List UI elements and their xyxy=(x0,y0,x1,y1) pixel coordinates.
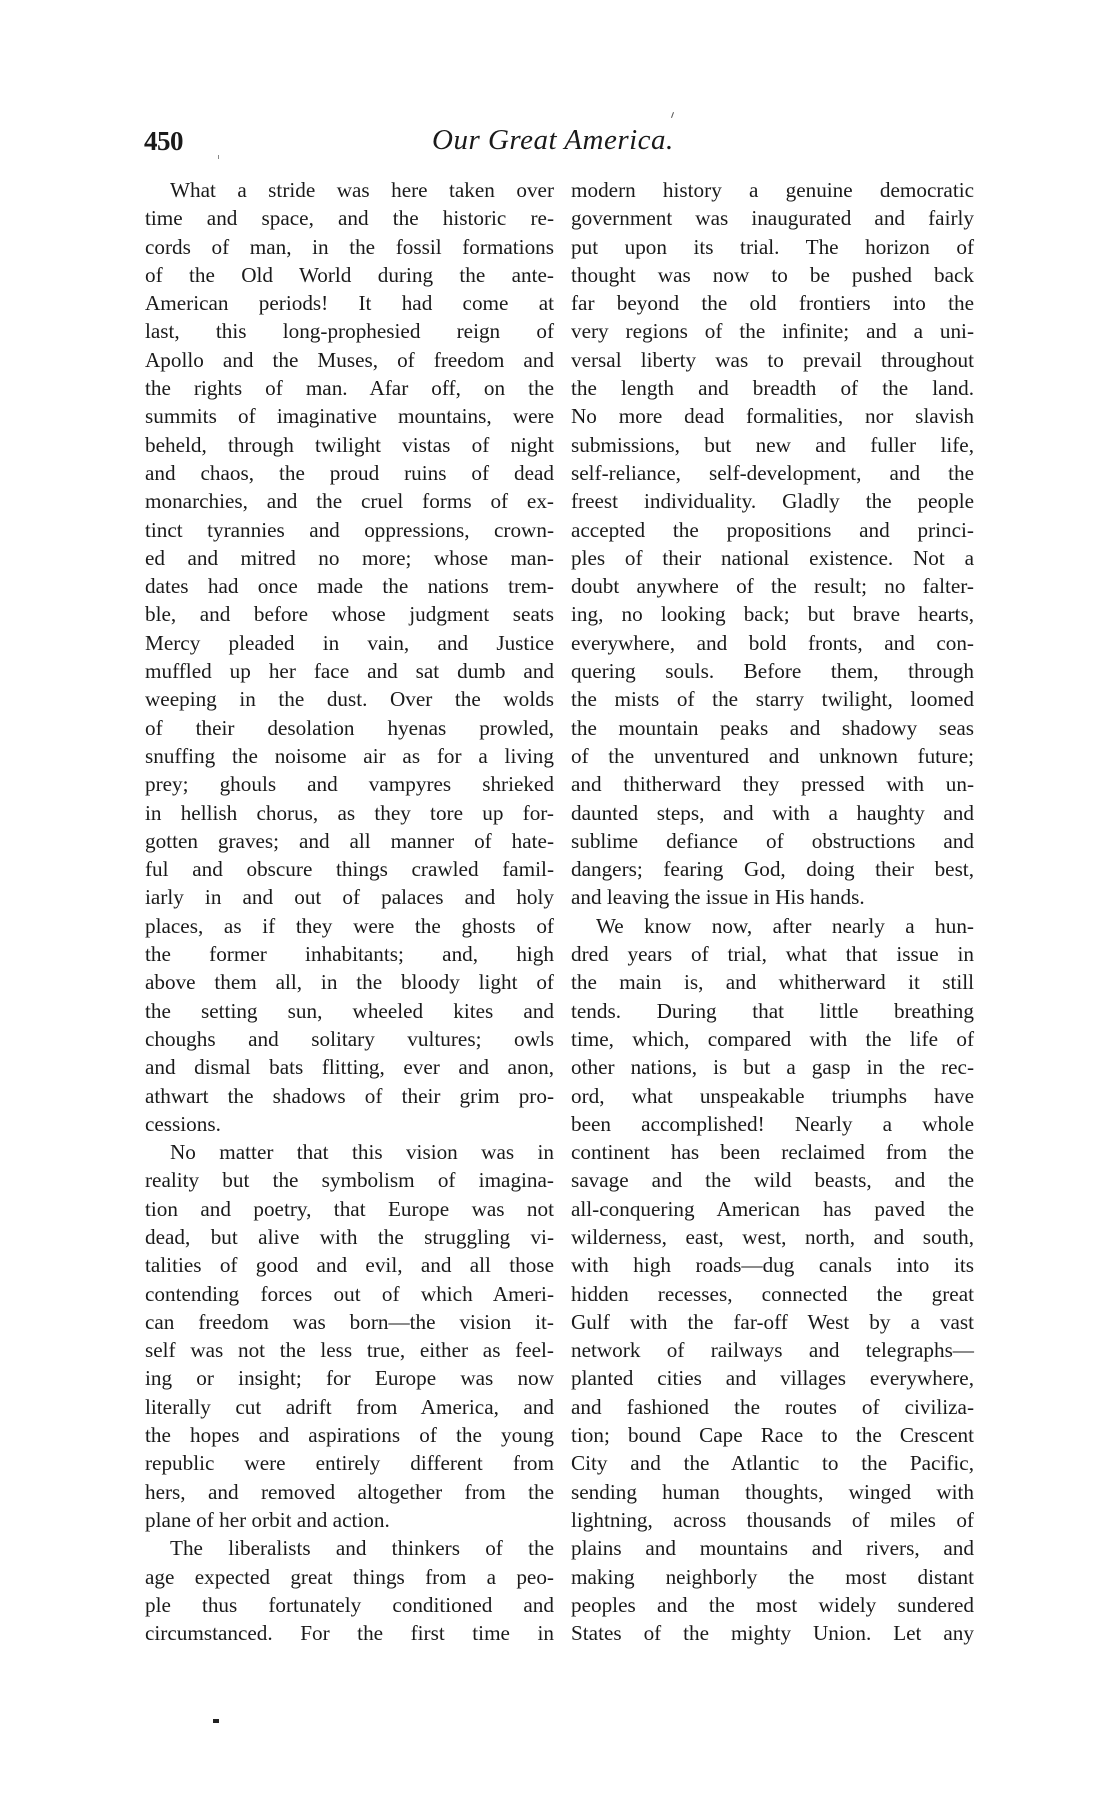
text-line: with high roads—dug canals into its xyxy=(571,1253,974,1278)
text-line: time and space, and the historic re- xyxy=(145,206,554,231)
text-line: athwart the shadows of their grim pro- xyxy=(145,1083,554,1108)
text-line: doubt anywhere of the result; no falter- xyxy=(571,574,974,599)
text-line: circumstanced. For the first time in xyxy=(145,1621,554,1646)
text-line: hidden recesses, connected the great xyxy=(571,1281,974,1306)
text-line: the setting sun, wheeled kites and xyxy=(145,998,554,1023)
text-line: monarchies, and the cruel forms of ex- xyxy=(145,489,554,514)
text-line: prey; ghouls and vampyres shrieked xyxy=(145,772,554,797)
text-line: dred years of trial, what that issue in xyxy=(571,942,974,967)
text-line: muffled up her face and sat dumb and xyxy=(145,659,554,684)
text-line: lightning, across thousands of miles of xyxy=(571,1507,974,1532)
text-line: No more dead formalities, nor slavish xyxy=(571,404,974,429)
text-line: freest individuality. Gladly the people xyxy=(571,489,974,514)
text-line: ples of their national existence. Not a xyxy=(571,545,974,570)
text-line: sublime defiance of obstructions and xyxy=(571,828,974,853)
text-line: dangers; fearing God, doing their best, xyxy=(571,857,974,882)
text-line: republic were entirely different from xyxy=(145,1451,554,1476)
text-line: beheld, through twilight vistas of night xyxy=(145,432,554,457)
text-line: snuffing the noisome air as for a living xyxy=(145,743,554,768)
text-line: government was inaugurated and fairly xyxy=(571,206,974,231)
print-speck xyxy=(213,1719,219,1723)
text-line: self-reliance, self-development, and the xyxy=(571,460,974,485)
text-line: self was not the less true, either as feel- xyxy=(145,1338,554,1363)
text-line: City and the Atlantic to the Pacific, xyxy=(571,1451,974,1476)
text-line: choughs and solitary vultures; owls xyxy=(145,1026,554,1051)
text-line: last, this long-prophesied reign of xyxy=(145,319,554,344)
text-line: and dismal bats flitting, ever and anon, xyxy=(145,1055,554,1080)
text-line: accepted the propositions and princi- xyxy=(571,517,974,542)
text-line: What a stride was here taken over xyxy=(170,178,554,202)
text-line: very regions of the infinite; and a uni- xyxy=(571,319,974,344)
text-line: American periods! It had come at xyxy=(145,291,554,316)
text-line: cords of man, in the fossil formations xyxy=(145,234,554,259)
text-line: the main is, and whitherward it still xyxy=(571,970,974,995)
text-line: dates had once made the nations trem- xyxy=(145,574,554,599)
text-line: wilderness, east, west, north, and south, xyxy=(571,1224,974,1249)
right-column xyxy=(571,176,974,1647)
text-line: the length and breadth of the land. xyxy=(571,376,974,401)
text-line: everywhere, and bold fronts, and con- xyxy=(571,630,974,655)
print-speck xyxy=(218,155,219,159)
text-line: continent has been reclaimed from the xyxy=(571,1140,974,1165)
text-line: daunted steps, and with a haughty and xyxy=(571,800,974,825)
text-line: cessions. xyxy=(145,1111,221,1136)
text-line: of the Old World during the ante- xyxy=(145,262,554,287)
text-line: can freedom was born—the vision it- xyxy=(145,1309,554,1334)
text-line: put upon its trial. The horizon of xyxy=(571,234,974,259)
text-line: network of railways and telegraphs— xyxy=(571,1338,974,1363)
text-line: the hopes and aspirations of the young xyxy=(145,1423,554,1448)
text-line: States of the mighty Union. Let any xyxy=(571,1621,974,1646)
text-line: contending forces out of which Ameri- xyxy=(145,1281,554,1306)
text-line: Gulf with the far-off West by a vast xyxy=(571,1309,974,1334)
text-line: quering souls. Before them, through xyxy=(571,659,974,684)
text-line: iarly in and out of palaces and holy xyxy=(145,885,554,910)
page-number: 450 xyxy=(144,126,183,156)
text-line: versal liberty was to prevail throughout xyxy=(571,347,974,372)
text-line: ord, what unspeakable triumphs have xyxy=(571,1083,974,1108)
text-line: tion; bound Cape Race to the Crescent xyxy=(571,1423,974,1448)
text-line: sending human thoughts, winged with xyxy=(571,1479,974,1504)
text-line: modern history a genuine democratic xyxy=(571,178,974,202)
text-line: of the unventured and unknown future; xyxy=(571,743,974,768)
text-line: gotten graves; and all manner of hate- xyxy=(145,828,554,853)
text-line: the mountain peaks and shadowy seas xyxy=(571,715,974,740)
text-line: and leaving the issue in His hands. xyxy=(571,885,865,910)
text-line: ble, and before whose judgment seats xyxy=(145,602,554,627)
text-line: age expected great things from a peo- xyxy=(145,1564,554,1589)
text-line: plains and mountains and rivers, and xyxy=(571,1536,974,1561)
text-line: tion and poetry, that Europe was not xyxy=(145,1196,554,1221)
text-line: submissions, but new and fuller life, xyxy=(571,432,974,457)
text-line: Mercy pleaded in vain, and Justice xyxy=(145,630,554,655)
text-line: savage and the wild beasts, and the xyxy=(571,1168,974,1193)
text-line: reality but the symbolism of imagina- xyxy=(145,1168,554,1193)
text-line: literally cut adrift from America, and xyxy=(145,1394,554,1419)
print-speck xyxy=(671,112,674,118)
text-line: planted cities and villages everywhere, xyxy=(571,1366,974,1391)
text-line: peoples and the most widely sundered xyxy=(571,1592,974,1617)
text-line: The liberalists and thinkers of the xyxy=(170,1536,554,1561)
text-line: far beyond the old frontiers into the xyxy=(571,291,974,316)
text-line: the former inhabitants; and, high xyxy=(145,942,554,967)
text-line: and chaos, the proud ruins of dead xyxy=(145,460,554,485)
text-line: No matter that this vision was in xyxy=(170,1140,554,1165)
text-line: We know now, after nearly a hun- xyxy=(596,913,974,938)
text-line: weeping in the dust. Over the wolds xyxy=(145,687,554,712)
text-line: Apollo and the Muses, of freedom and xyxy=(145,347,554,372)
text-line: and fashioned the routes of civiliza- xyxy=(571,1394,974,1419)
text-line: the mists of the starry twilight, loomed xyxy=(571,687,974,712)
text-line: tends. During that little breathing xyxy=(571,998,974,1023)
text-line: plane of her orbit and action. xyxy=(145,1507,390,1532)
text-line: and thitherward they pressed with un- xyxy=(571,772,974,797)
text-line: ing, no looking back; but brave hearts, xyxy=(571,602,974,627)
text-line: time, which, compared with the life of xyxy=(571,1026,974,1051)
text-line: ple thus fortunately conditioned and xyxy=(145,1592,554,1617)
running-title: Our Great America. xyxy=(432,124,674,156)
text-line: summits of imaginative mountains, were xyxy=(145,404,554,429)
text-line: in hellish chorus, as they tore up for- xyxy=(145,800,554,825)
text-line: making neighborly the most distant xyxy=(571,1564,974,1589)
text-line: other nations, is but a gasp in the rec- xyxy=(571,1055,974,1080)
text-line: of their desolation hyenas prowled, xyxy=(145,715,554,740)
text-line: tinct tyrannies and oppressions, crown- xyxy=(145,517,554,542)
text-line: places, as if they were the ghosts of xyxy=(145,913,554,938)
text-line: hers, and removed altogether from the xyxy=(145,1479,554,1504)
text-line: talities of good and evil, and all those xyxy=(145,1253,554,1278)
text-line: ed and mitred no more; whose man- xyxy=(145,545,554,570)
text-line: thought was now to be pushed back xyxy=(571,262,974,287)
text-line: ing or insight; for Europe was now xyxy=(145,1366,554,1391)
text-line: above them all, in the bloody light of xyxy=(145,970,554,995)
text-line: been accomplished! Nearly a whole xyxy=(571,1111,974,1136)
text-line: the rights of man. Afar off, on the xyxy=(145,376,554,401)
left-column xyxy=(145,176,554,1647)
text-line: all-conquering American has paved the xyxy=(571,1196,974,1221)
text-line: dead, but alive with the struggling vi- xyxy=(145,1224,554,1249)
text-line: ful and obscure things crawled famil- xyxy=(145,857,554,882)
